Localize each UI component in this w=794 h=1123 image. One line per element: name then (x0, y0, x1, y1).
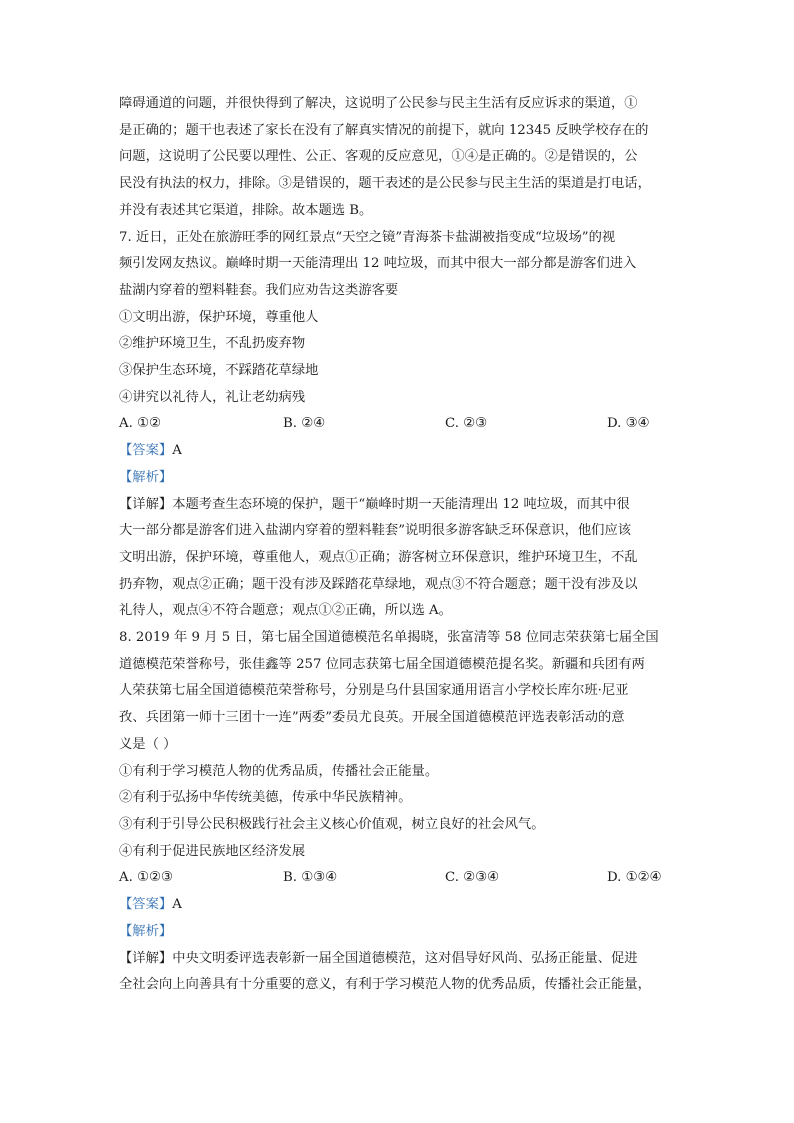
q8-answer-label: 【答案】 (119, 897, 173, 913)
q8-detail-text: 中央文明委评选表彰新一届全国道德模范，这对倡导好风尚、弘扬正能量、促进 (172, 950, 638, 966)
q7-choices (119, 411, 677, 438)
document-body (119, 91, 677, 999)
q7-analysis (119, 465, 677, 492)
q8-choices (119, 865, 677, 892)
q7-detail-line: 大一部分都是游客们进入盐湖内穿着的塑料鞋套”说明很多游客缺乏环保意识，他们应该 (119, 523, 632, 539)
q8-choice-c: C. ②③④ (445, 870, 499, 886)
q8-stem-line: 8. 2019 年 9 月 5 日，第七届全国道德模范名单揭晓，张富清等 58 位同志荣获第七届全国 (119, 630, 659, 646)
q7-detail-text: 本题考查生态环境的保护，题干“巅峰时期一天能清理出 12 吨垃圾，而其中很 (172, 496, 630, 512)
q7-stem-line: 盐湖内穿着的塑料鞋套。我们应劝告这类游客要 (119, 282, 399, 298)
q8-detail-line (119, 946, 677, 973)
q7-stem-line: 7. 近日，正处在旅游旺季的网红景点“天空之镜”青海茶卡盐湖被指变成“垃圾场”的视 (119, 229, 616, 245)
q8-answer-value: A (172, 897, 182, 913)
q7-detail-line (119, 492, 677, 519)
q7-option: ④讲究以礼待人，礼让老幼病残 (119, 389, 306, 405)
q6-explanation-line: 问题，这说明了公民要以理性、公正、客观的反应意见，①④是正确的。②是错误的，公 (119, 149, 638, 165)
q7-stem-line: 频引发网友热议。巅峰时期一天能清理出 12 吨垃圾，而其中很大一部分都是游客们进入 (119, 256, 637, 272)
q8-option: ②有利于弘扬中华传统美德，传承中华民族精神。 (119, 790, 412, 806)
q8-analysis (119, 919, 677, 946)
q6-explanation-line: 是正确的；题干也表述了家长在没有了解真实情况的前提下，就向 12345 反映学校存在的 (119, 122, 649, 138)
q8-detail-label: 【详解】 (119, 950, 173, 966)
q7-answer (119, 438, 677, 465)
q7-option: ③保护生态环境，不踩踏花草绿地 (119, 363, 319, 379)
q7-answer-value: A (172, 443, 182, 459)
q8-analysis-label: 【解析】 (119, 923, 173, 939)
q7-choice-c: C. ②③ (445, 416, 487, 432)
q8-option: ③有利于引导公民积极践行社会主义核心价值观，树立良好的社会风气。 (119, 816, 545, 832)
q7-detail-line: 文明出游，保护环境，尊重他人，观点①正确；游客树立环保意识，维护环境卫生，不乱 (119, 549, 638, 565)
q7-option: ②维护环境卫生，不乱扔废弃物 (119, 336, 306, 352)
q7-detail-line: 扔弃物，观点②正确；题干没有涉及踩踏花草绿地，观点③不符合题意；题干没有涉及以 (119, 576, 638, 592)
q7-choice-a: A. ①② (119, 416, 161, 432)
q8-choice-b: B. ①③④ (283, 870, 337, 886)
q8-stem-line: 道德模范荣誉称号，张佳鑫等 257 位同志获第七届全国道德模范提名奖。新疆和兵团有两 (119, 656, 645, 672)
q8-option: ④有利于促进民族地区经济发展 (119, 843, 306, 859)
q7-answer-label: 【答案】 (119, 443, 173, 459)
q7-detail-line: 礼待人，观点④不符合题意；观点①②正确，所以选 A。 (119, 603, 452, 619)
q7-option: ①文明出游，保护环境，尊重他人 (119, 309, 319, 325)
q8-stem-line: 人荣获第七届全国道德模范荣誉称号，分别是乌什县国家通用语言小学校长库尔班·尼亚 (119, 683, 629, 699)
q8-stem-line: 义是（ ） (119, 736, 177, 752)
q6-explanation-line: 障碍通道的问题，并很快得到了解决，这说明了公民参与民主生活有反应诉求的渠道，① (119, 96, 638, 111)
q8-detail-line: 全社会向上向善具有十分重要的意义，有利于学习模范人物的优秀品质，传播社会正能量， (119, 977, 651, 993)
q8-choice-a: A. ①②③ (119, 870, 173, 886)
q7-choice-d: D. ③④ (607, 416, 650, 432)
q7-detail-label: 【详解】 (119, 496, 173, 512)
q6-explanation-line: 民没有执法的权力，排除。③是错误的，题干表述的是公民参与民主生活的渠道是打电话， (119, 176, 651, 192)
q8-answer (119, 892, 677, 919)
q7-analysis-label: 【解析】 (119, 469, 173, 485)
q6-explanation-line: 并没有表述其它渠道，排除。故本题选 B。 (119, 202, 373, 218)
q8-option: ①有利于学习模范人物的优秀品质，传播社会正能量。 (119, 763, 439, 779)
q7-choice-b: B. ②④ (283, 416, 326, 432)
q8-stem-line: 孜、兵团第一师十三团十一连”两委”委员尤良英。开展全国道德模范评选表彰活动的意 (119, 710, 625, 726)
q8-choice-d: D. ①②④ (607, 870, 662, 886)
